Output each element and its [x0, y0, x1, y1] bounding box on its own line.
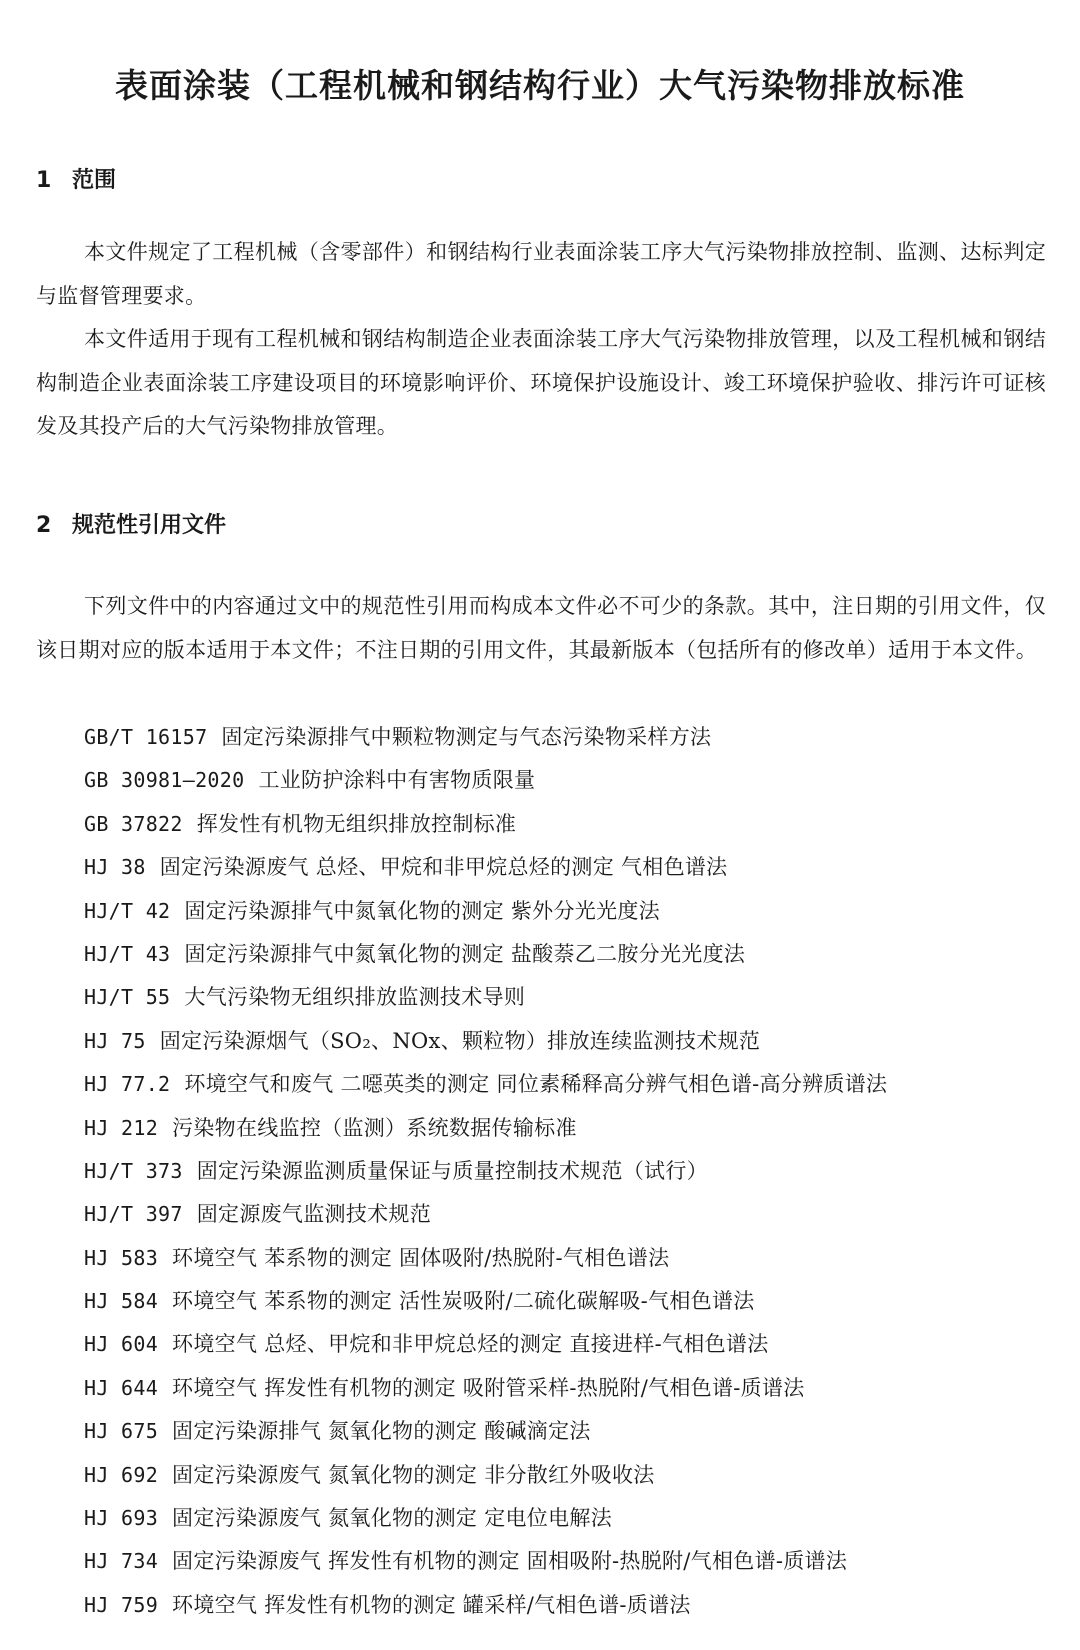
reference-code: HJ 759 — [84, 1592, 159, 1617]
reference-code: HJ/T 43 — [84, 941, 171, 966]
reference-title: 固定污染源废气 氮氧化物的测定 定电位电解法 — [172, 1506, 612, 1531]
reference-item — [84, 846, 887, 889]
reference-title: 挥发性有机物无组织排放控制标准 — [196, 811, 517, 836]
reference-item — [84, 1454, 887, 1497]
reference-code: HJ 584 — [84, 1289, 159, 1314]
reference-title: 污染物在线监控（监测）系统数据传输标准 — [172, 1115, 577, 1140]
reference-title: 环境空气 挥发性有机物的测定 吸附管采样-热脱附/气相色谱-质谱法 — [172, 1375, 805, 1400]
reference-item — [84, 976, 887, 1019]
reference-item — [84, 1237, 887, 1280]
reference-item — [84, 1150, 887, 1193]
reference-code: HJ/T 373 — [84, 1158, 183, 1183]
reference-item — [84, 803, 887, 846]
references-intro-paragraph: 下列文件中的内容通过文中的规范性引用而构成本文件必不可少的条款。其中，注日期的引用文件，仅该日期对应的版本适用于本文件；不注日期的引用文件，其最新版本（包括所有的修改单）适用于本文件。 — [36, 594, 1046, 662]
reference-code: HJ 212 — [84, 1115, 159, 1140]
reference-title: 固定污染源烟气（SO₂、NOx、颗粒物）排放连续监测技术规范 — [159, 1028, 761, 1053]
reference-title: 固定污染源排气中氮氧化物的测定 紫外分光光度法 — [184, 898, 660, 923]
reference-code: HJ 75 — [84, 1028, 146, 1053]
reference-item — [84, 1193, 887, 1236]
reference-item — [84, 1063, 887, 1106]
reference-title: 固定污染源废气 氮氧化物的测定 非分散红外吸收法 — [172, 1462, 655, 1487]
reference-code: HJ/T 55 — [84, 985, 171, 1010]
reference-code: HJ/T 42 — [84, 898, 171, 923]
reference-item — [84, 1540, 887, 1583]
reference-title: 环境空气 总烃、甲烷和非甲烷总烃的测定 直接进样-气相色谱法 — [172, 1332, 769, 1357]
reference-code: HJ 734 — [84, 1549, 159, 1574]
reference-code: HJ 77.2 — [84, 1072, 171, 1097]
section-number: 1 — [36, 168, 52, 193]
reference-title: 固定污染源排气中氮氧化物的测定 盐酸萘乙二胺分光光度法 — [184, 941, 746, 966]
reference-item — [84, 759, 887, 802]
reference-item — [84, 1323, 887, 1366]
section-heading-scope — [36, 166, 116, 196]
reference-item — [84, 1584, 887, 1627]
reference-code: HJ 604 — [84, 1332, 159, 1357]
section-number: 2 — [36, 513, 52, 538]
section-title: 规范性引用文件 — [72, 513, 227, 538]
reference-code: HJ 692 — [84, 1462, 159, 1487]
reference-title: 固定污染源排气中颗粒物测定与气态污染物采样方法 — [221, 725, 712, 749]
reference-item — [84, 1497, 887, 1540]
reference-item — [84, 716, 887, 759]
reference-item — [84, 890, 887, 933]
reference-title: 大气污染物无组织排放监测技术导则 — [184, 985, 526, 1010]
reference-title: 环境空气和废气 二噁英类的测定 同位素稀释高分辨气相色谱-高分辨质谱法 — [184, 1072, 888, 1097]
reference-title: 固定污染源排气 氮氧化物的测定 酸碱滴定法 — [172, 1419, 591, 1444]
reference-title: 环境空气 苯系物的测定 活性炭吸附/二硫化碳解吸-气相色谱法 — [172, 1289, 755, 1314]
reference-code: HJ 693 — [84, 1506, 159, 1531]
reference-code: HJ 644 — [84, 1375, 159, 1400]
reference-code: GB 37822 — [84, 811, 183, 836]
section-title: 范围 — [72, 168, 117, 193]
document-title: 表面涂装（工程机械和钢结构行业）大气污染物排放标准 — [115, 66, 965, 106]
scope-paragraph-1: 本文件规定了工程机械（含零部件）和钢结构行业表面涂装工序大气污染物排放控制、监测、达标判定与监督管理要求。 — [36, 240, 1046, 308]
reference-item — [84, 1280, 887, 1323]
reference-title: 固定污染源监测质量保证与质量控制技术规范（试行） — [196, 1158, 708, 1183]
reference-code: GB/T 16157 — [84, 725, 208, 749]
reference-code: HJ 38 — [84, 855, 146, 880]
reference-code: GB 30981—2020 — [84, 768, 245, 793]
reference-title: 环境空气 挥发性有机物的测定 罐采样/气相色谱-质谱法 — [172, 1592, 691, 1617]
reference-code: HJ/T 397 — [84, 1202, 183, 1227]
reference-item — [84, 1367, 887, 1410]
reference-item — [84, 1020, 887, 1063]
reference-title: 固定源废气监测技术规范 — [196, 1202, 432, 1227]
reference-title: 环境空气 苯系物的测定 固体吸附/热脱附-气相色谱法 — [172, 1245, 670, 1270]
reference-list — [84, 716, 887, 1627]
reference-code: HJ 675 — [84, 1419, 159, 1444]
reference-title: 固定污染源废气 总烃、甲烷和非甲烷总烃的测定 气相色谱法 — [159, 855, 728, 880]
reference-item — [84, 1410, 887, 1453]
reference-item — [84, 1107, 887, 1150]
scope-paragraph-2: 本文件适用于现有工程机械和钢结构制造企业表面涂装工序大气污染物排放管理，以及工程机械和钢结构制造企业表面涂装工序建设项目的环境影响评价、环境保护设施设计、竣工环境保护验收、排污许可证核发及其投产后的大气污染物排放管理。 — [36, 327, 1046, 438]
reference-item — [84, 933, 887, 976]
reference-title: 固定污染源废气 挥发性有机物的测定 固相吸附-热脱附/气相色谱-质谱法 — [172, 1549, 848, 1574]
reference-title: 工业防护涂料中有害物质限量 — [258, 768, 536, 793]
reference-code: HJ 583 — [84, 1245, 159, 1270]
section-heading-references — [36, 511, 226, 541]
